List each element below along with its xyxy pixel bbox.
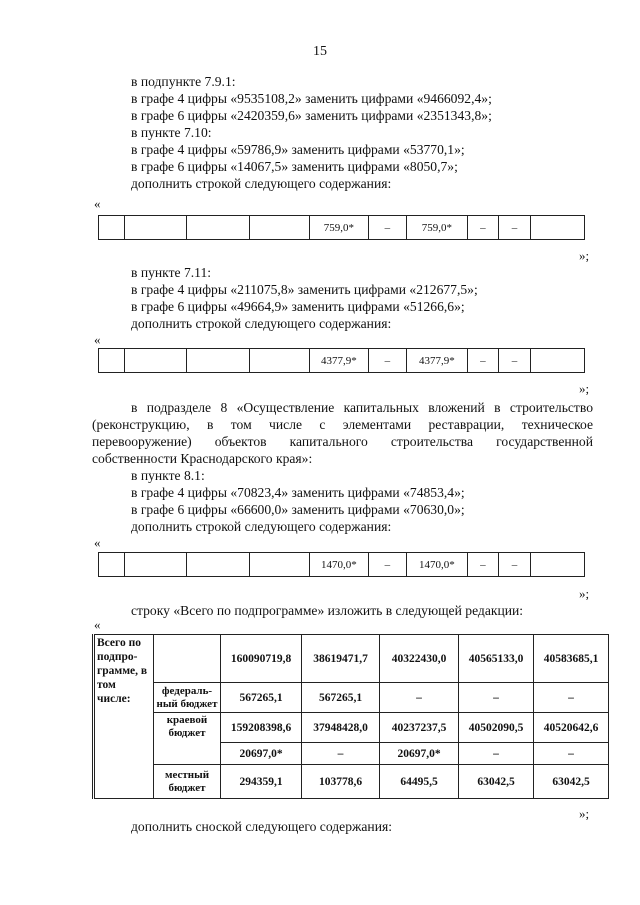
text-line: в графе 6 цифры «14067,5» заменить цифрами «8050,7»;: [131, 159, 458, 174]
table-cell: 1470,0*: [407, 553, 467, 577]
table-row: [94, 713, 609, 743]
table-cell: 38619471,7: [302, 635, 380, 683]
close-quote: »;: [579, 381, 590, 396]
table-cell: [250, 349, 310, 373]
table-cell: [530, 553, 584, 577]
text-line: в графе 4 цифры «70823,4» заменить цифрами «74853,4»;: [131, 485, 465, 500]
table-cell: –: [368, 216, 407, 240]
table-cell: 4377,9*: [407, 349, 467, 373]
text-line: в графе 6 цифры «2420359,6» заменить цифрами «2351343,8»;: [131, 108, 492, 123]
table-cell: [124, 349, 186, 373]
row-label: Всего по подпро-грамме, в том числе:: [94, 635, 154, 799]
federal-budget-label: федераль-ный бюджет: [154, 683, 221, 713]
text-line: в графе 6 цифры «49664,9» заменить цифрами «51266,6»;: [131, 299, 465, 314]
table-cell: –: [459, 683, 534, 713]
table-row: [99, 349, 585, 373]
text-line: дополнить строкой следующего содержания:: [131, 176, 392, 191]
text-line: дополнить строкой следующего содержания:: [131, 519, 392, 534]
text-line: в пункте 7.11:: [131, 265, 212, 280]
table-cell: –: [467, 349, 499, 373]
text-line: в графе 4 цифры «59786,9» заменить цифрами «53770,1»;: [131, 142, 465, 157]
table-cell: 64495,5: [380, 765, 459, 799]
table-cell: –: [467, 553, 499, 577]
table-cell: 63042,5: [459, 765, 534, 799]
text-line: дополнить строкой следующего содержания:: [131, 316, 392, 331]
regional-budget-label: краевой бюджет: [154, 713, 221, 765]
table-cell: –: [380, 683, 459, 713]
text-line: в подпункте 7.9.1:: [131, 74, 236, 89]
table-cell: 40565133,0: [459, 635, 534, 683]
close-quote: »;: [579, 586, 590, 601]
table-cell: [530, 349, 584, 373]
table-cell: 567265,1: [221, 683, 302, 713]
table-cell: 37948428,0: [302, 713, 380, 743]
table-cell: 1470,0*: [310, 553, 368, 577]
table-cell: [186, 349, 249, 373]
text-line: в пункте 8.1:: [131, 468, 205, 483]
open-quote: «: [94, 196, 101, 211]
paragraph: в подразделе 8 «Осуществление капитальных вложений в строительство (реконструкцию, в том числе с элементами реставрации, техническое перевооружение) объектов капитального строительства государственной собственности Краснодарского края»:: [92, 400, 593, 466]
table-cell: [99, 216, 125, 240]
table-cell: –: [534, 683, 609, 713]
table-cell: 759,0*: [407, 216, 467, 240]
table-row: [94, 683, 609, 713]
table-cell: [154, 635, 221, 683]
text-line: в графе 4 цифры «9535108,2» заменить цифрами «9466092,4»;: [131, 91, 492, 106]
table-cell: 160090719,8: [221, 635, 302, 683]
table-cell: –: [534, 743, 609, 765]
table-cell: [99, 553, 125, 577]
table-row: [99, 216, 585, 240]
table-cell: –: [467, 216, 499, 240]
table-cell: 63042,5: [534, 765, 609, 799]
table-cell: [124, 553, 186, 577]
table-cell: 567265,1: [302, 683, 380, 713]
table-cell: 20697,0*: [380, 743, 459, 765]
text-line: в графе 6 цифры «66600,0» заменить цифрами «70630,0»;: [131, 502, 465, 517]
table-cell: 103778,6: [302, 765, 380, 799]
open-quote: «: [94, 332, 101, 347]
local-budget-label: местный бюджет: [154, 765, 221, 799]
table-row: [94, 765, 609, 799]
table-cell: [99, 349, 125, 373]
table-cell: 40237237,5: [380, 713, 459, 743]
table-cell: –: [368, 553, 407, 577]
table-cell: [186, 216, 249, 240]
open-quote: «: [94, 535, 101, 550]
text-line: в графе 4 цифры «211075,8» заменить цифрами «212677,5»;: [131, 282, 478, 297]
table-cell: 20697,0*: [221, 743, 302, 765]
table-cell: 4377,9*: [310, 349, 368, 373]
open-quote: «: [94, 617, 101, 632]
close-quote: »;: [579, 806, 590, 821]
table-cell: –: [368, 349, 407, 373]
table-cell: [250, 553, 310, 577]
table-cell: 40583685,1: [534, 635, 609, 683]
table-cell: –: [499, 349, 531, 373]
table-cell: 159208398,6: [221, 713, 302, 743]
close-quote: »;: [579, 248, 590, 263]
table-row: [94, 635, 609, 683]
table-cell: 759,0*: [310, 216, 368, 240]
text-line: дополнить сноской следующего содержания:: [131, 819, 393, 834]
table-cell: [124, 216, 186, 240]
page-number: 15: [313, 44, 327, 59]
inserted-row-table: [98, 215, 585, 240]
table-cell: –: [302, 743, 380, 765]
table-cell: –: [459, 743, 534, 765]
table-cell: [250, 216, 310, 240]
text-line: строку «Всего по подпрограмме» изложить в следующей редакции:: [131, 603, 524, 618]
inserted-row-table: [98, 552, 585, 577]
table-cell: –: [499, 553, 531, 577]
text-line: в пункте 7.10:: [131, 125, 212, 140]
table-cell: 40502090,5: [459, 713, 534, 743]
inserted-row-table: [98, 348, 585, 373]
table-row: [99, 553, 585, 577]
table-cell: 40322430,0: [380, 635, 459, 683]
subprogram-total-table: [92, 634, 609, 799]
table-cell: 294359,1: [221, 765, 302, 799]
table-cell: [530, 216, 584, 240]
table-cell: –: [499, 216, 531, 240]
table-cell: [186, 553, 249, 577]
table-cell: 40520642,6: [534, 713, 609, 743]
